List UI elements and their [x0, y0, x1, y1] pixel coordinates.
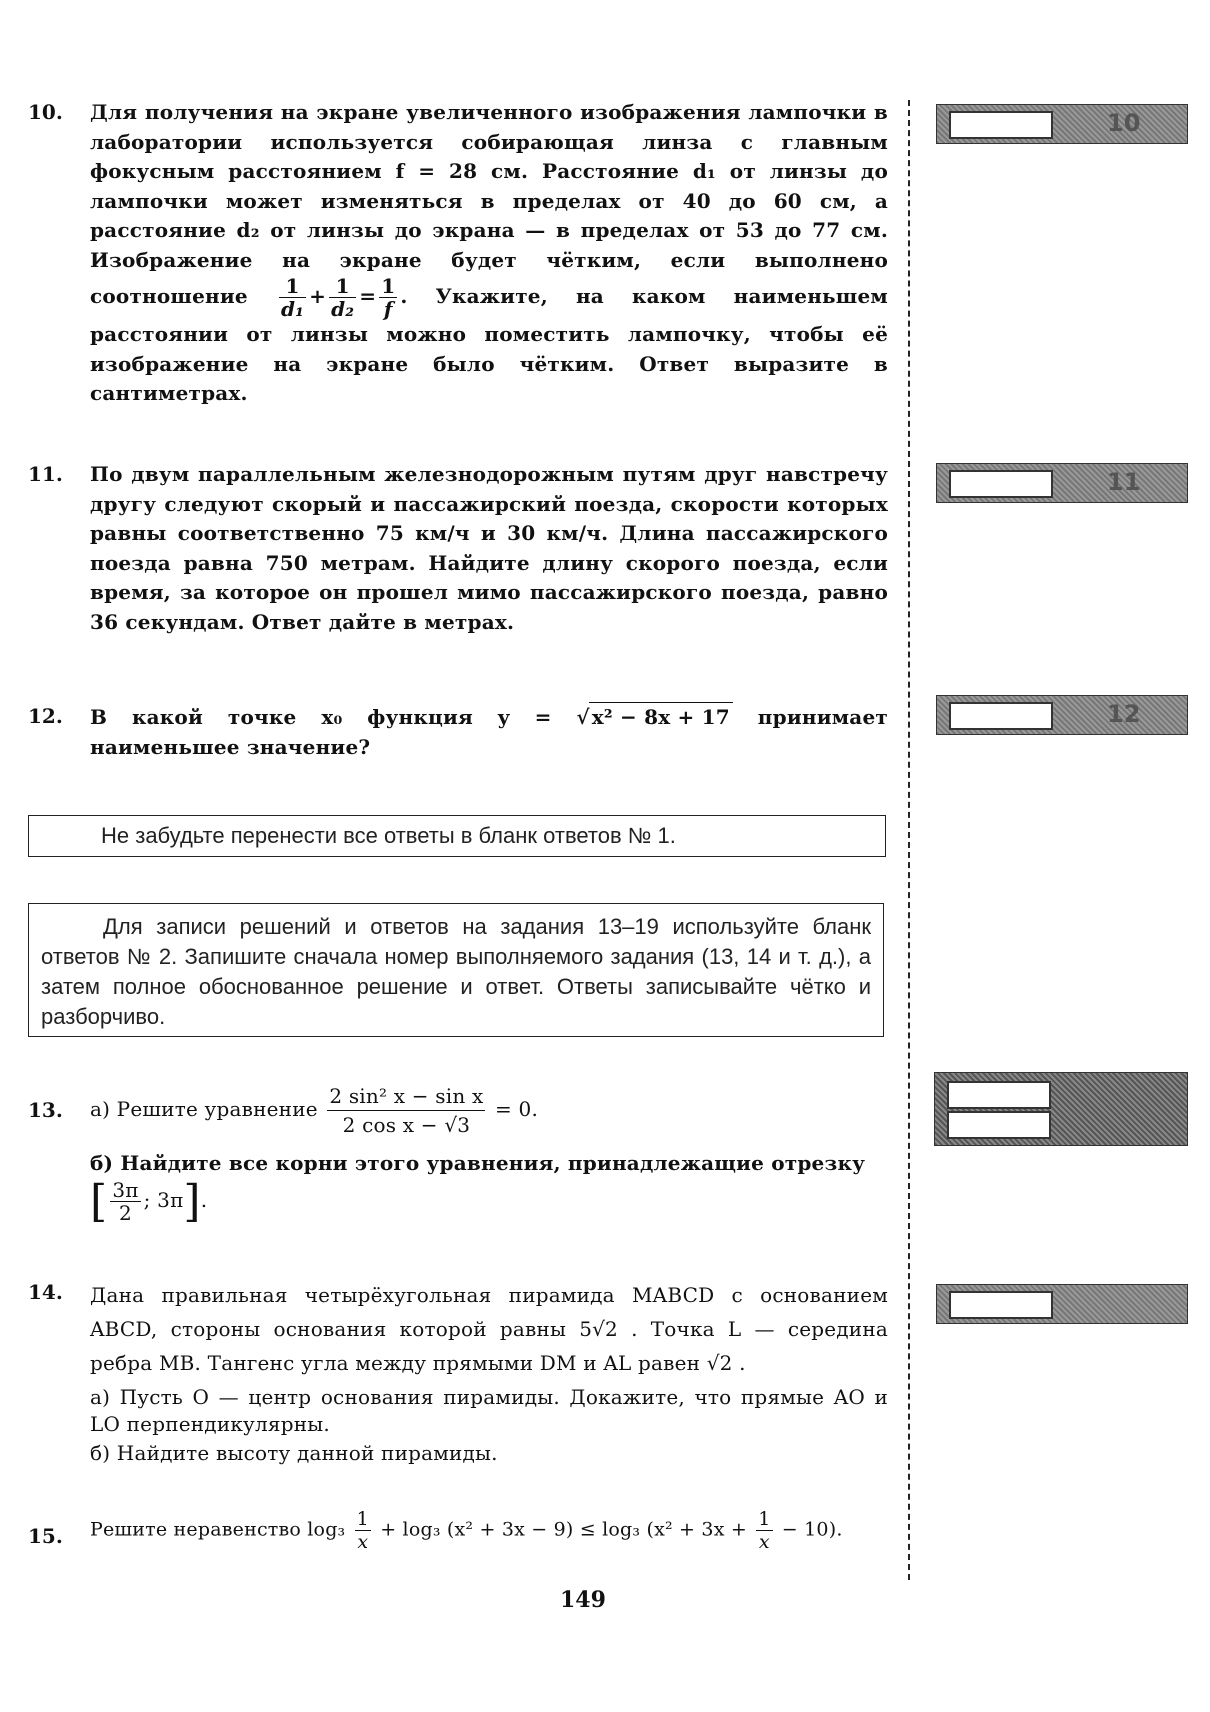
task-text: принимает наименьшее значение?	[90, 705, 888, 759]
fraction: $\frac{\text{2 sin² x − sin x}}{\text{2 cos x − √3}}$	[329, 1084, 484, 1137]
task-text: В какой точке x₀ функция y =	[90, 705, 552, 729]
task-10: 10. Для получения на экране увеличенного изображения лампочки в лаборатории используется собирающая линза с главным фокусным расстоянием f = 28 см. Расстояние d₁ от линзы до лампочки может изменяться в пределах от 40 до 60 см, а расстояние d₂ от линзы до экрана — в пределах от 53 до 77 см. Изображение на экране будет чётким, если выполнено соотношение $\frac{1}{\text{d₁}}$ + $\frac{1}{\text{d₂}}$ = $\frac{1}{f}$ . Укажите, на каком наименьшем расстоянии от линзы можно поместить лампочку, чтобы её изображение на экране было чётким. Ответ выразите в сантиметрах.	[28, 100, 888, 405]
answer-field[interactable]	[949, 111, 1053, 139]
task-text: . Укажите,	[400, 284, 548, 308]
task-text: По двум параллельным железнодорожным путям друг навстречу другу следуют скорый и пассажирский поезда, скорости которых равны соответственно 75 км/ч и 30 км/ч. Длина пассажирского поезда равна 750 метрам. Найдите длину скорого поезда, если время, за которое он прошел мимо пассажирского поезда, равно 36 секундам. Ответ дайте в метрах.	[90, 462, 888, 634]
page-number: 149	[560, 1587, 606, 1613]
answer-box-10[interactable]	[936, 104, 1188, 144]
answer-box-11[interactable]	[936, 463, 1188, 503]
answer-field[interactable]	[949, 1291, 1053, 1319]
task-number: 14.	[28, 1280, 63, 1304]
task-text: а) Решите уравнение	[90, 1097, 318, 1121]
task-15	[28, 1508, 888, 1553]
answer-field[interactable]	[949, 702, 1053, 730]
answer-label: 11	[1107, 468, 1141, 496]
answer-label: 10	[1107, 109, 1141, 137]
task-text: Дана правильная четырёхугольная пирамида MABCD с основанием ABCD, стороны основания которой равны 5√2 . Точка L — середина ребра MB. Тангенс угла между прямыми DM и AL равен √2 .	[90, 1283, 888, 1375]
notice-box	[28, 815, 886, 857]
radicand: x² − 8x + 17	[589, 702, 733, 733]
fraction: $\frac{1}{x}$	[758, 1508, 771, 1553]
notice-text: Не забудьте перенести все ответы в бланк ответов № 1.	[101, 823, 676, 848]
task-number: 15.	[28, 1524, 63, 1548]
instructions-text: Для записи решений и ответов на задания 13–19 используйте бланк ответов № 2. Запишите сначала номер выполняемого задания (13, 14 и т. д.), а затем полное обоснованное решение и ответ. Ответы записывайте чётко и разборчиво.	[41, 914, 871, 1029]
task-11	[28, 460, 888, 637]
fraction: $\frac{1}{x}$	[356, 1508, 369, 1553]
answer-box-14[interactable]	[936, 1284, 1188, 1324]
task-text: = 0.	[495, 1097, 539, 1121]
fraction: $\frac{1}{\text{d₂}}$	[331, 274, 355, 321]
answer-field-a[interactable]	[947, 1081, 1051, 1109]
answer-box-13[interactable]	[934, 1072, 1188, 1146]
instructions-box	[28, 903, 884, 1037]
answer-field-b[interactable]	[947, 1111, 1051, 1139]
task-number: 13.	[28, 1098, 63, 1122]
answer-label: 12	[1107, 700, 1141, 728]
task-number: 11.	[28, 462, 63, 486]
task-number: 10.	[28, 100, 63, 124]
task-text: б) Найдите высоту данной пирамиды.	[90, 1441, 498, 1465]
task-text: Расстояние d₁ от линзы до лампочки может изменяться в пределах от 40 до 60 см, а расстояние d₂ от линзы до экрана — в пределах от 53 до 77 см. Изображение на экране будет чётким, если выполнено соотношение	[90, 159, 888, 308]
task-text: б) Найдите все корни этого уравнения, принадлежащие отрезку	[90, 1151, 866, 1175]
task-text: на каком наименьшем расстоянии от линзы можно поместить лампочку, чтобы её изображение на экране было чётким. Ответ выразите в сантиметрах.	[90, 284, 888, 405]
answer-field[interactable]	[949, 470, 1053, 498]
task-12: 12. В какой точке x₀ функция y = √ x² − 8x + 17 принимает наименьшее значение?	[28, 704, 888, 759]
task-14	[28, 1278, 888, 1468]
task-text: − 10).	[781, 1518, 843, 1541]
task-13: 13. а) Решите уравнение $\frac{\text{2 sin² x − sin x}}{\text{2 cos x − √3}}$ = 0. б) Найдите все корни этого уравнения, принадлежащие отрезку [ $\frac{3\pi}{2}$ ; 3π].	[28, 1084, 866, 1227]
fraction: $\frac{1}{\text{d₁}}$	[280, 274, 305, 321]
segment-end: ; 3π	[143, 1187, 184, 1212]
answer-box-12[interactable]	[936, 695, 1188, 735]
task-text: а) Пусть O — центр основания пирамиды. Докажите, что прямые AO и LO перпендикулярны.	[90, 1385, 888, 1436]
fraction: $\frac{3\pi}{2}$	[112, 1177, 139, 1225]
task-text: + log₃ (x² + 3x − 9) ≤ log₃ (x² + 3x +	[380, 1518, 747, 1541]
task-text: Решите неравенство log₃	[90, 1518, 346, 1541]
cut-line	[908, 100, 910, 1580]
fraction: $\frac{1}{f}$	[381, 274, 396, 321]
focal-length: f = 28 см.	[395, 159, 529, 183]
task-number: 12.	[28, 704, 63, 728]
task-text: Для получения на экране увеличенного изображения лампочки в лаборатории используется собирающая линза с главным фокусным расстоянием	[90, 100, 888, 183]
